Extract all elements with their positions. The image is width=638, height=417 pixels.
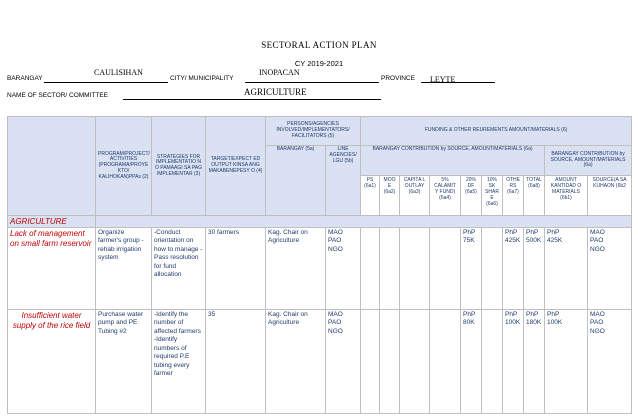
- sector-row-fill: [96, 216, 632, 228]
- row-sk-share[interactable]: [482, 310, 503, 414]
- row-ps[interactable]: [361, 310, 380, 414]
- table-row[interactable]: [8, 310, 632, 414]
- barangay-value[interactable]: CAULISIHAN: [94, 68, 143, 77]
- row-capital-outlay[interactable]: [400, 228, 430, 310]
- header-sk-share: 10% SK SHAR E (6a6): [482, 176, 503, 216]
- row-amount[interactable]: PhP 425K: [545, 228, 588, 310]
- sector-row-label: AGRICULTURE: [8, 216, 96, 228]
- header-brgy-contribution-source: BARANGAY CONTRIBUTION by SOURCE, AMOUNT/MATERIALS (6a): [545, 146, 632, 176]
- row-source[interactable]: MAO PAO NGO: [588, 228, 632, 310]
- header-target: TARGET/EXPECT ED OUTPUT KINSA ANG MAKABENEPESY O (4): [206, 117, 266, 216]
- row-problem: Lack of management on small farm reservoir: [8, 228, 96, 310]
- row-total[interactable]: PhP 180K: [524, 310, 545, 414]
- table-row[interactable]: [8, 228, 632, 310]
- row-line-agencies[interactable]: MAO PAO NGO: [326, 310, 361, 414]
- city-underline: [245, 82, 379, 83]
- row-calamity-fund[interactable]: [430, 310, 461, 414]
- header-strategies: STRATEGIES FOR IMPLEMENTATIO N O PAMAAGI SA PAG IMPLEMENTAR (3): [152, 117, 206, 216]
- sector-underline: [123, 99, 381, 100]
- row-calamity-fund[interactable]: [430, 228, 461, 310]
- row-capital-outlay[interactable]: [400, 310, 430, 414]
- header-mooe: MOO E (6a2): [380, 176, 400, 216]
- row-development-fund[interactable]: PhP 80K: [461, 310, 482, 414]
- header-persons: PERSONS/AGENCIES INVOLVED/IMPLEMENTATORS/ FACILITATORS (5): [266, 117, 361, 146]
- province-label: PROVINCE: [381, 75, 415, 82]
- row-ppa[interactable]: Organize farmer's group -rehab irrigation system: [96, 228, 152, 310]
- row-development-fund[interactable]: PhP 75K: [461, 228, 482, 310]
- row-source[interactable]: MAO PAO NGO: [588, 310, 632, 414]
- document-title: SECTORAL ACTION PLAN: [261, 40, 377, 50]
- barangay-underline: [44, 82, 168, 83]
- row-others[interactable]: PhP 425K: [503, 228, 524, 310]
- sector-value[interactable]: AGRICULTURE: [244, 87, 307, 97]
- header-blank: [8, 117, 96, 146]
- city-value[interactable]: INOPACAN: [259, 68, 300, 77]
- row-problem: Insufficient water supply of the rice field: [8, 310, 96, 414]
- province-value[interactable]: LEYTE: [430, 75, 456, 84]
- header-line-agencies: LINE AGENCIES/ LGU (5b): [326, 146, 361, 216]
- row-target[interactable]: 35: [206, 310, 266, 414]
- row-target[interactable]: 30 farmers: [206, 228, 266, 310]
- row-line-agencies[interactable]: MAO PAO NGO: [326, 228, 361, 310]
- row-barangay[interactable]: Kag. Chair on Agriculture: [266, 228, 326, 310]
- header-others: OTHE RS (6a7): [503, 176, 524, 216]
- header-amount: AMOUNT KANTIDAD O MATERIALS (6b1): [545, 176, 588, 216]
- row-ppa[interactable]: Purchase water pump and PE Tubing #2: [96, 310, 152, 414]
- row-mooe[interactable]: [380, 310, 400, 414]
- sector-label: NAME OF SECTOR/ COMMITTEE: [7, 92, 108, 99]
- city-label: CITY/ MUNICIPALITY: [170, 75, 234, 82]
- header-total: TOTAL (6a8): [524, 176, 545, 216]
- header-source: SOURCE(A SA KUHAON (6b2: [588, 176, 632, 216]
- header-barangay: BARANGAY (5a): [266, 146, 326, 216]
- row-total[interactable]: PhP 500K: [524, 228, 545, 310]
- header-development-fund: 20% DF (6a5): [461, 176, 482, 216]
- document-subtitle: CY 2019-2021: [294, 59, 344, 68]
- row-others[interactable]: PhP 100K: [503, 310, 524, 414]
- header-brgy-contribution: BARANGAY CONTRIBUTION by SOURCE, AMOUNT/MATERIALS (6a): [361, 146, 545, 176]
- row-strategies[interactable]: -Identify the number of affected farmers -Identify numbers of required P.E tubing every farmer: [152, 310, 206, 414]
- row-mooe[interactable]: [380, 228, 400, 310]
- row-ps[interactable]: [361, 228, 380, 310]
- header-capital-outlay: CAPITA L OUTLAY (6a3): [400, 176, 430, 216]
- action-plan-table: [7, 116, 632, 414]
- header-blank-lower: [8, 146, 96, 216]
- header-program: PROGRAM/PROJECT/ ACTIVITIES (PROGRAMA/PROYE KTO/ KALIHOKAN)PPAs (2): [96, 117, 152, 216]
- row-amount[interactable]: PhP 100K: [545, 310, 588, 414]
- header-ps: PS (6a1): [361, 176, 380, 216]
- row-strategies[interactable]: -Conduct orientation on how to manage -Pass resolution for fund allocation: [152, 228, 206, 310]
- header-calamity-fund: 5% CALAMIT Y FUND) (6a4): [430, 176, 461, 216]
- header-funding: FUNDING & OTHER REUREMENTS AMOUNT/MATERIALS (6): [361, 117, 632, 146]
- row-barangay[interactable]: Kag. Chair on Agriculture: [266, 310, 326, 414]
- row-sk-share[interactable]: [482, 228, 503, 310]
- barangay-label: BARANGAY: [7, 75, 43, 82]
